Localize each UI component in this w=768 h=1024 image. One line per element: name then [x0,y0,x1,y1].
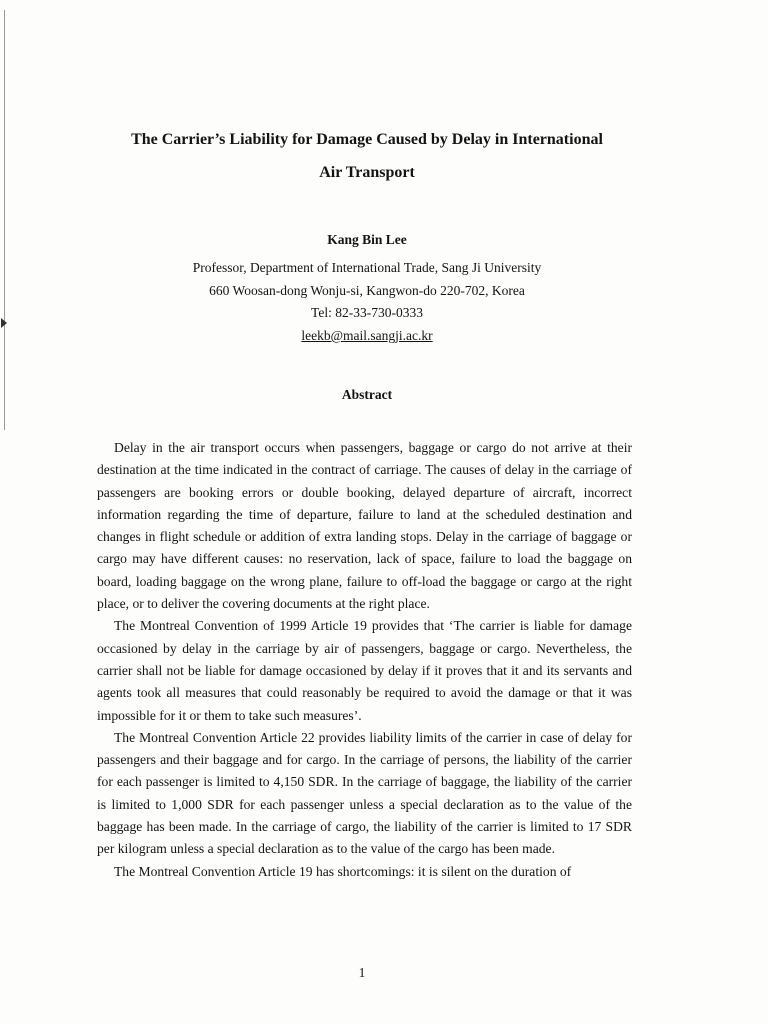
author-email-link[interactable]: leekb@mail.sangji.ac.kr [301,328,433,343]
abstract-paragraph-3: The Montreal Convention Article 22 provides liability limits of the carrier in case of delay for passengers and their baggage and for cargo. In the carriage of persons, the liability of the carrier for each passenger is limited to 4,150 SDR. In the carriage of baggage, the liability of the carrier is limited to 1,000 SDR for each passenger unless a special declaration as to the value of the baggage has been made. In the carriage of cargo, the liability of the carrier is limited to 17 SDR per kilogram unless a special declaration as to the value of the cargo has been made. [97,729,632,857]
abstract-paragraph-2: The Montreal Convention of 1999 Article 19 provides that ‘The carrier is liable for damage occasioned by delay in the carriage by air of passengers, baggage or cargo. Nevertheless, the carrier shall not be liable for damage occasioned by delay if it proves that it and its servants and agents took all measures that could reasonably be required to avoid the damage or that it was impossible for it or them to take such measures’. [97,618,632,723]
abstract-body [97,437,632,883]
author-address: 660 Woosan-dong Wonju-si, Kangwon-do 220-702, Korea [209,283,525,298]
paper-title-line-2: Air Transport [319,164,415,181]
abstract-heading: Abstract [341,387,393,402]
paper-title-line-1: The Carrier’s Liability for Damage Caused by Delay in International [131,131,603,148]
author-position: Professor, Department of International Trade, Sang Ji University [192,260,542,275]
abstract-paragraph-4: The Montreal Convention Article 19 has shortcomings: it is silent on the duration of [114,863,572,879]
page-number: 1 [358,965,366,980]
author-telephone: Tel: 82-33-730-0333 [311,305,423,320]
abstract-paragraph-1: Delay in the air transport occurs when passengers, baggage or cargo do not arrive at their destination at the time indicated in the contract of carriage. The causes of delay in the carriage of passengers are booking errors or double booking, delayed departure of aircraft, incorrect information regarding the time of departure, failure to land at the scheduled destination and changes in flight schedule or addition of extra landing stops. Delay in the carriage of baggage or cargo may have different causes: no reservation, lack of space, failure to load the baggage on board, loading baggage on the wrong plane, failure to off-load the baggage or cargo at the right place, or to deliver the covering documents at the right place. [97,440,632,612]
scan-marker-icon [1,318,7,328]
author-name: Kang Bin Lee [327,232,407,247]
scan-edge-line [4,10,5,430]
